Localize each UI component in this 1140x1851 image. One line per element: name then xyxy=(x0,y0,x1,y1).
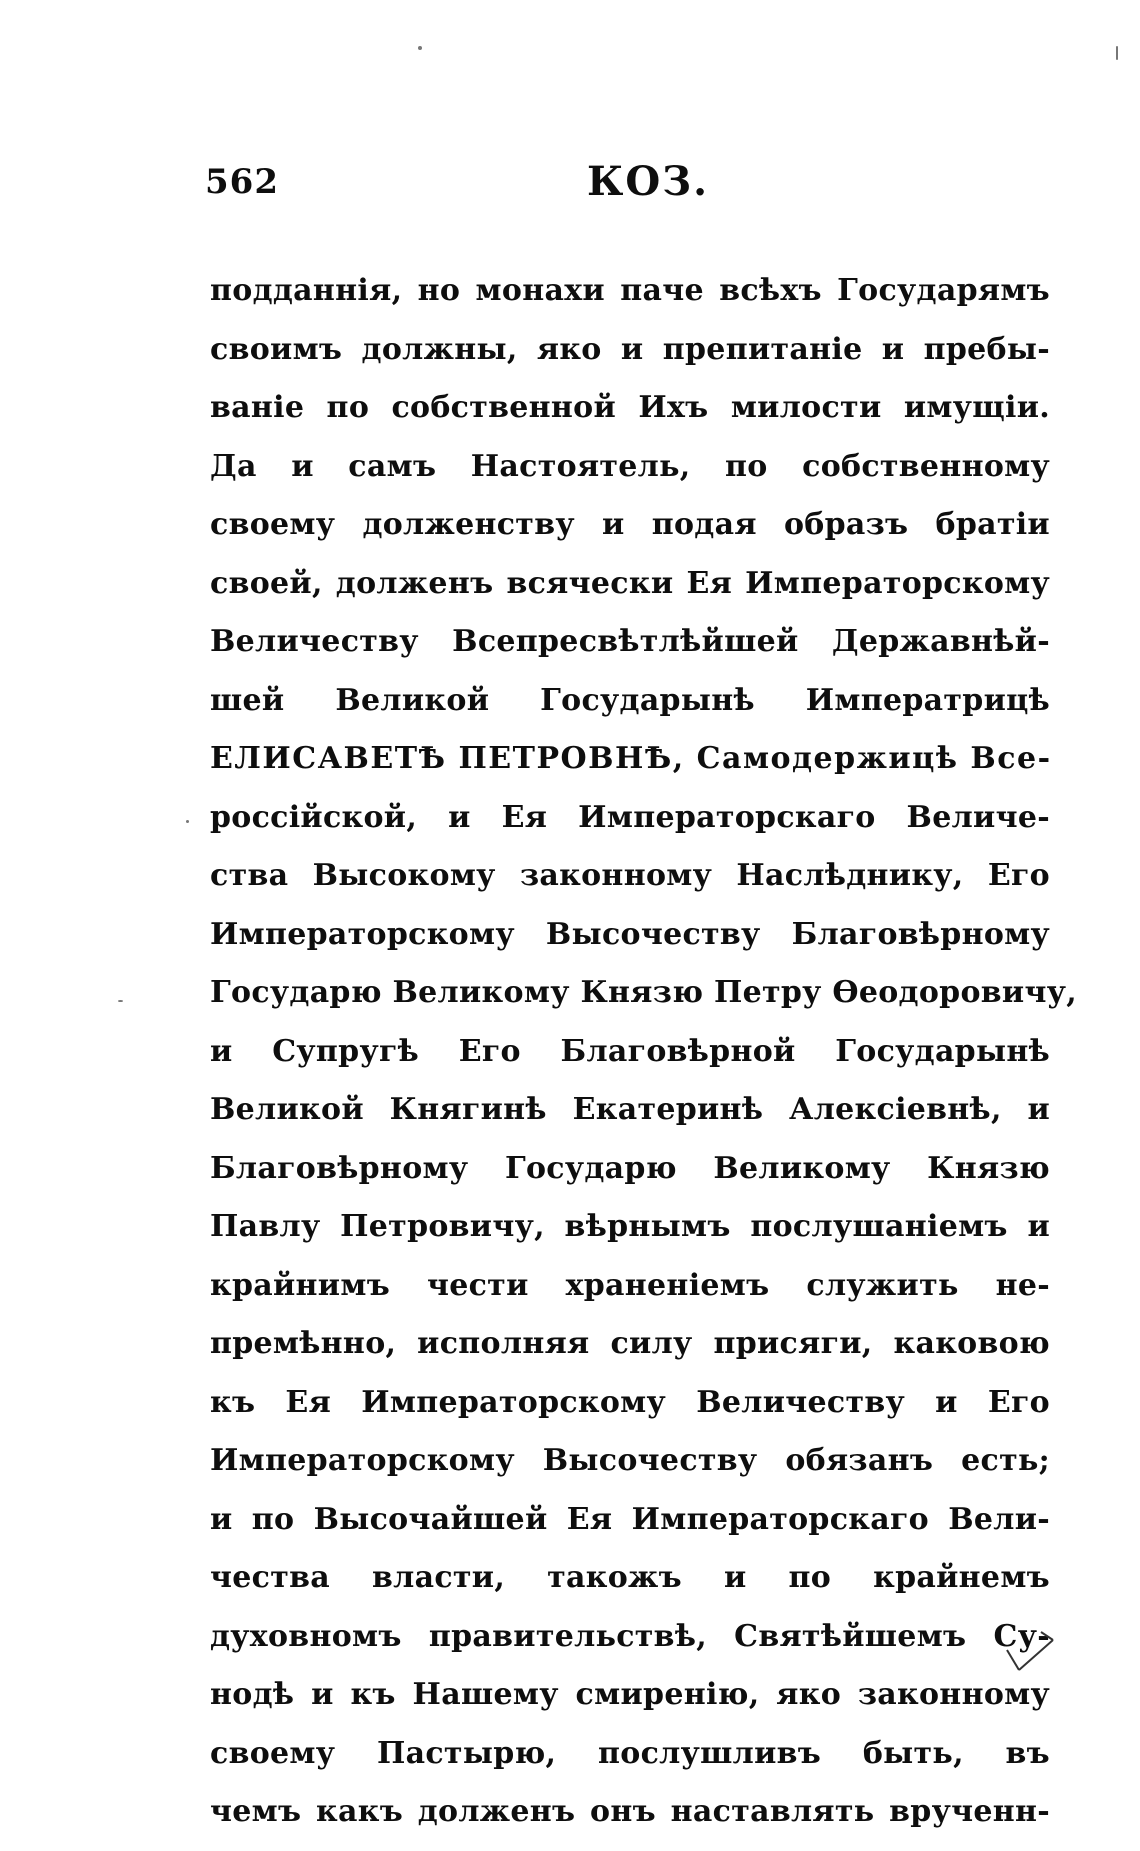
text-line: Императорскому Высочеству обязанъ есть; xyxy=(210,1443,1050,1478)
text-line: своимъ должны, яко и препитаніе и пребы- xyxy=(210,331,1050,367)
text-line: ЕЛИСАВЕТѢ ПЕТРОВНѢ, Самодержицѣ Все- xyxy=(210,741,1052,776)
text-line: Благовѣрному Государю Великому Князю xyxy=(210,1150,1050,1186)
text-line: духовномъ правительствѣ, Святѣйшемъ Су- xyxy=(210,1618,1050,1654)
text-line: своему долженству и подая образъ братіи xyxy=(210,507,1050,542)
text-line: Императорскому Высочеству Благовѣрному xyxy=(210,916,1050,952)
text-line: Павлу Петровичу, вѣрнымъ послушаніемъ и xyxy=(210,1209,1050,1244)
text-line: ваніе по собственной Ихъ милости имущіи. xyxy=(210,390,1050,425)
text-line: и Супругѣ Его Благовѣрной Государынѣ xyxy=(210,1033,1050,1069)
scan-speck xyxy=(1116,46,1118,60)
page-number: 562 xyxy=(205,162,279,202)
text-line: своей, долженъ всячески Ея Императорскому xyxy=(210,565,1050,601)
text-line: россійской, и Ея Императорскаго Величе- xyxy=(210,799,1050,835)
text-line: къ Ея Императорскому Величеству и Его xyxy=(210,1384,1050,1420)
text-line: Да и самъ Настоятель, по собственному xyxy=(210,448,1050,484)
text-line: крайнимъ чести храненіемъ служить не- xyxy=(210,1267,1050,1303)
scan-speck xyxy=(418,46,422,50)
text-line: подданнія, но монахи паче всѣхъ Государямъ xyxy=(210,273,1050,308)
scan-speck xyxy=(118,1000,123,1002)
text-line: нодѣ и къ Нашему смиренію, яко законному xyxy=(210,1677,1050,1712)
text-line: ства Высокому законному Наслѣднику, Его xyxy=(210,858,1050,893)
scan-speck xyxy=(186,820,189,823)
text-line: премѣнно, исполняя силу присяги, каковою xyxy=(210,1326,1050,1361)
text-line: шей Великой Государынѣ Императрицѣ xyxy=(210,682,1050,718)
text-line: Государю Великому Князю Петру Өеодоровичу, xyxy=(210,975,1077,1010)
pencil-mark xyxy=(1005,1630,1075,1700)
text-line: Великой Княгинѣ Екатеринѣ Алексіевнѣ, и xyxy=(210,1092,1050,1127)
text-line: и по Высочайшей Ея Императорскаго Вели- xyxy=(210,1501,1050,1537)
body-text xyxy=(210,262,1077,1842)
running-head xyxy=(205,158,1045,222)
text-line: чества власти, такожъ и по крайнемъ xyxy=(210,1560,1050,1595)
text-line: своему Пастырю, послушливъ быть, въ xyxy=(210,1735,1050,1771)
running-title: КОЗ. xyxy=(587,158,710,205)
text-line: Величеству Всепресвѣтлѣйшей Державнѣй- xyxy=(210,624,1050,659)
text-line: чемъ какъ долженъ онъ наставлять врученн- xyxy=(210,1794,1050,1829)
